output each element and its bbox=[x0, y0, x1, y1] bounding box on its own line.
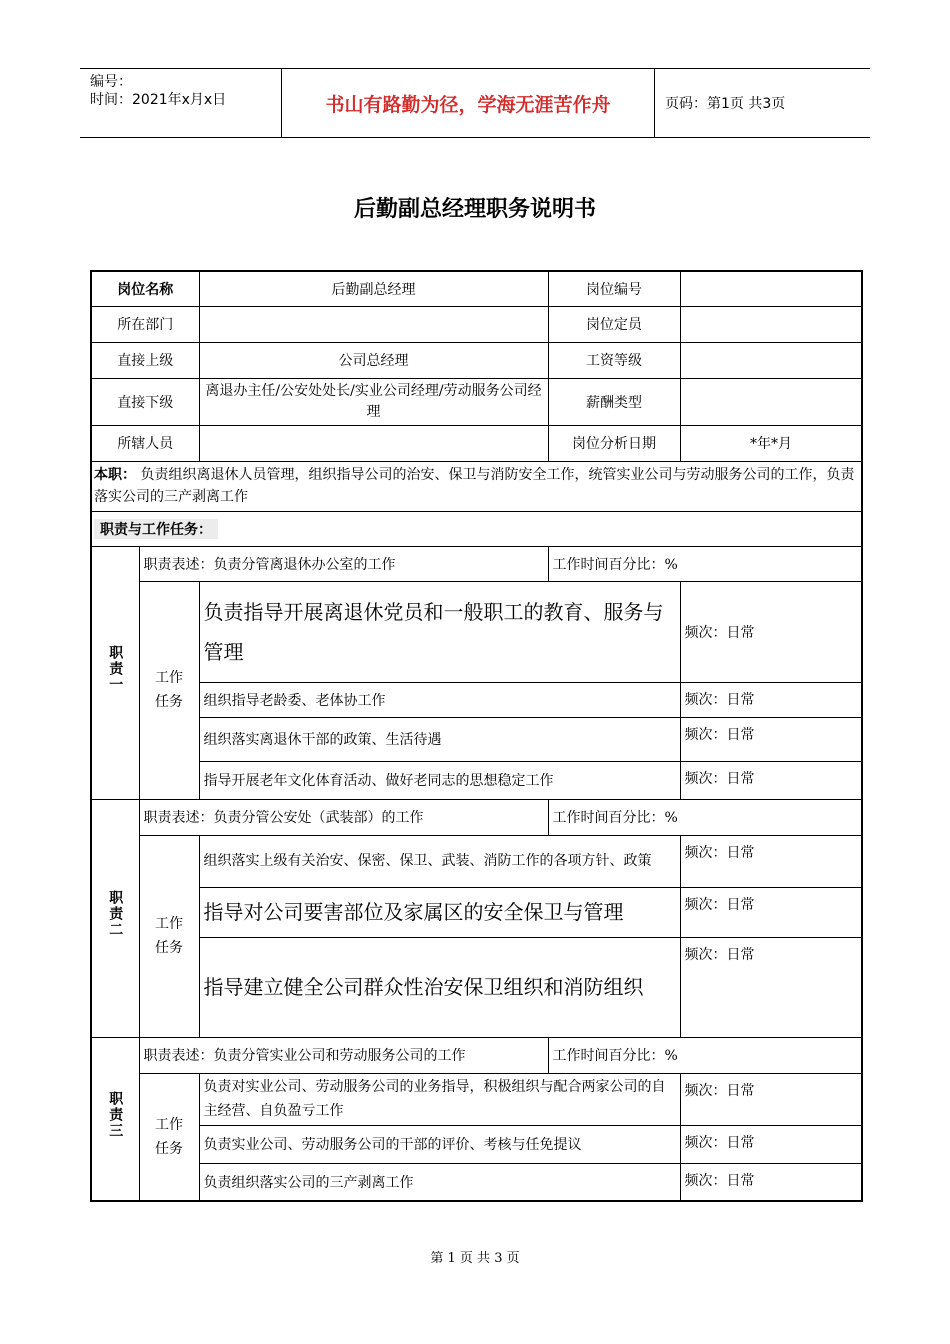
info-value bbox=[680, 306, 862, 342]
pct-label: 工作时间百分比：% bbox=[548, 1037, 862, 1073]
task-freq: 频次：日常 bbox=[680, 717, 862, 761]
task-freq: 频次：日常 bbox=[680, 581, 862, 682]
info-row bbox=[91, 342, 862, 378]
task-text: 组织指导老龄委、老体协工作 bbox=[199, 682, 680, 717]
task-row bbox=[91, 717, 862, 761]
duty-statement: 职责表述：负责分管离退休办公室的工作 bbox=[139, 546, 548, 581]
task-freq: 频次：日常 bbox=[680, 1125, 862, 1163]
task-row bbox=[91, 682, 862, 717]
duty-label: 职责三 bbox=[91, 1037, 139, 1201]
info-label: 所在部门 bbox=[91, 306, 199, 342]
document-title: 后勤副总经理职务说明书 bbox=[353, 197, 596, 222]
task-text: 组织落实上级有关治安、保密、保卫、武装、消防工作的各项方针、政策 bbox=[199, 835, 680, 887]
info-value bbox=[199, 306, 548, 342]
info-row bbox=[91, 425, 862, 461]
task-freq: 频次：日常 bbox=[680, 937, 862, 1037]
info-label: 岗位编号 bbox=[548, 271, 680, 306]
duty-label: 职责一 bbox=[91, 546, 139, 799]
info-value bbox=[680, 342, 862, 378]
info-value: *年*月 bbox=[680, 425, 862, 461]
duty-statement: 职责表述：负责分管公安处（武装部）的工作 bbox=[139, 799, 548, 835]
task-label: 工作任务 bbox=[139, 835, 199, 1037]
task-row bbox=[91, 887, 862, 937]
task-text: 负责组织落实公司的三产剥离工作 bbox=[199, 1163, 680, 1201]
info-row bbox=[91, 378, 862, 425]
duty-summary-label: 本职： bbox=[94, 467, 136, 483]
task-text: 组织落实离退休干部的政策、生活待遇 bbox=[199, 717, 680, 761]
duty-summary-text: 负责组织离退休人员管理，组织指导公司的治安、保卫与消防安全工作，统管实业公司与劳动服务公司的工作，负责落实公司的三产剥离工作 bbox=[94, 467, 855, 505]
page-footer: 第 1 页 共 3 页 bbox=[430, 1251, 520, 1266]
info-value: 后勤副总经理 bbox=[199, 271, 548, 306]
info-value bbox=[199, 425, 548, 461]
duty-statement: 职责表述：负责分管实业公司和劳动服务公司的工作 bbox=[139, 1037, 548, 1073]
info-row bbox=[91, 306, 862, 342]
info-value: 离退办主任/公安处处长/实业公司经理/劳动服务公司经理 bbox=[199, 378, 548, 425]
info-label: 岗位定员 bbox=[548, 306, 680, 342]
task-row bbox=[91, 937, 862, 1037]
pct-label: 工作时间百分比：% bbox=[548, 546, 862, 581]
task-row bbox=[91, 1073, 862, 1125]
duty-statement-row bbox=[91, 799, 862, 835]
header-page-label: 页码：第1页 共3页 bbox=[665, 96, 786, 112]
info-label: 所辖人员 bbox=[91, 425, 199, 461]
task-text: 负责实业公司、劳动服务公司的干部的评价、考核与任免提议 bbox=[199, 1125, 680, 1163]
info-label: 直接上级 bbox=[91, 342, 199, 378]
task-freq: 频次：日常 bbox=[680, 761, 862, 799]
info-label: 岗位名称 bbox=[91, 271, 199, 306]
task-freq: 频次：日常 bbox=[680, 1163, 862, 1201]
task-freq: 频次：日常 bbox=[680, 887, 862, 937]
task-text: 负责指导开展离退休党员和一般职工的教育、服务与管理 bbox=[199, 581, 680, 682]
duty-summary bbox=[91, 461, 862, 511]
duty-statement-row bbox=[91, 546, 862, 581]
task-text: 指导开展老年文化体育活动、做好老同志的思想稳定工作 bbox=[199, 761, 680, 799]
info-label: 岗位分析日期 bbox=[548, 425, 680, 461]
page-header bbox=[80, 68, 870, 138]
info-label: 薪酬类型 bbox=[548, 378, 680, 425]
task-text: 负责对实业公司、劳动服务公司的业务指导，积极组织与配合两家公司的自主经营、自负盈亏工作 bbox=[199, 1073, 680, 1125]
number-label: 编号： bbox=[90, 74, 132, 90]
task-freq: 频次：日常 bbox=[680, 682, 862, 717]
pct-label: 工作时间百分比：% bbox=[548, 799, 862, 835]
info-value bbox=[680, 378, 862, 425]
task-freq: 频次：日常 bbox=[680, 835, 862, 887]
task-text: 指导建立健全公司群众性治安保卫组织和消防组织 bbox=[199, 937, 680, 1037]
header-meta bbox=[80, 69, 282, 137]
task-text: 指导对公司要害部位及家属区的安全保卫与管理 bbox=[199, 887, 680, 937]
duty-label: 职责二 bbox=[91, 799, 139, 1037]
header-motto: 书山有路勤为径，学海无涯苦作舟 bbox=[282, 69, 655, 137]
task-row bbox=[91, 1125, 862, 1163]
info-label: 直接下级 bbox=[91, 378, 199, 425]
info-label: 工资等级 bbox=[548, 342, 680, 378]
task-row bbox=[91, 835, 862, 887]
task-label: 工作任务 bbox=[139, 1073, 199, 1201]
task-freq: 频次：日常 bbox=[680, 1073, 862, 1125]
responsibilities-header-row bbox=[91, 511, 862, 546]
duty-summary-row bbox=[91, 461, 862, 511]
task-row bbox=[91, 761, 862, 799]
time-label: 时间：2021年x月x日 bbox=[90, 92, 227, 108]
duty-statement-row bbox=[91, 1037, 862, 1073]
task-row bbox=[91, 1163, 862, 1201]
task-label: 工作任务 bbox=[139, 581, 199, 799]
job-description-table bbox=[90, 270, 863, 1202]
info-value: 公司总经理 bbox=[199, 342, 548, 378]
info-value bbox=[680, 271, 862, 306]
info-row bbox=[91, 271, 862, 306]
task-row bbox=[91, 581, 862, 682]
responsibilities-header: 职责与工作任务： bbox=[94, 519, 218, 539]
